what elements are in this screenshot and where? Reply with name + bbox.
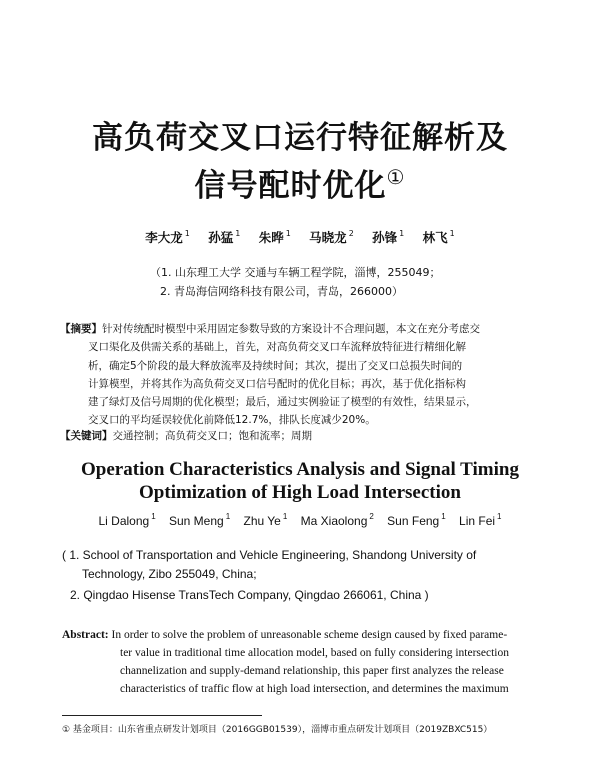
author-en: Sun Meng $^1$ (168, 512, 231, 528)
chinese-author-list (0, 228, 600, 246)
author-zh: 李大龙 $^1$ (145, 229, 190, 245)
chinese-keywords-label: 【关键词】 (60, 430, 113, 442)
funding-footnote: ① 基金项目：山东省重点研发计划项目（2016GGB01539），淄博市重点研发计划项目（2019ZBXC515） (62, 725, 493, 735)
abstract-line: 交叉口的平均延误较优化前降低12.7%，排队长度减少20%。 (88, 414, 376, 427)
chinese-title-line-2 (0, 160, 600, 205)
chinese-abstract-label: 【摘要】 (60, 323, 102, 335)
english-abstract (62, 626, 542, 698)
abstract-line: 针对传统配时模型中采用固定参数导致的方案设计不合理问题，本文在充分考虑交 (102, 323, 480, 335)
english-title-line-1: Operation Characteristics Analysis and Signal Timing (81, 459, 519, 480)
chinese-abstract (60, 320, 546, 430)
author-zh: 孙猛 $^1$ (208, 229, 241, 245)
english-author-list (0, 512, 600, 528)
abstract-line: channelization and supply-demand relationship, this paper first analyzes the release (120, 665, 504, 677)
english-title-line-2: Optimization of High Load Intersection (139, 482, 461, 503)
author-en: Sun Feng $^1$ (387, 512, 446, 528)
author-zh: 林飞 $^1$ (422, 229, 455, 245)
abstract-line: In order to solve the problem of unreasonable scheme design caused by fixed parame- (111, 629, 508, 641)
chinese-affiliation-2: 2. 青岛海信网络科技有限公司，青岛，266000） (160, 285, 403, 298)
english-affiliation-1: ( 1. School of Transportation and Vehicle Engineering, Shandong University of (62, 548, 477, 562)
abstract-line: characteristics of traffic flow at high load intersection, and determines the maximum (120, 683, 509, 695)
author-zh: 马晓龙 $^2$ (309, 229, 354, 245)
author-en: Zhu Ye $^1$ (243, 512, 288, 528)
author-en: Ma Xiaolong $^2$ (300, 512, 374, 528)
chinese-keywords (60, 428, 312, 443)
chinese-affiliation-1: （1. 山东理工大学 交通与车辆工程学院，淄博，255049； (150, 266, 441, 279)
abstract-line: 叉口渠化及供需关系的基础上，首先，对高负荷交叉口车流释放特征进行精细化解 (88, 341, 466, 354)
abstract-line: 计算模型，并将其作为高负荷交叉口信号配时的优化目标；再次，基于优化指标构 (88, 377, 466, 390)
author-en: Lin Fei $^1$ (459, 512, 502, 528)
chinese-title-line-2-text: 信号配时优化 (194, 168, 387, 204)
author-zh: 朱晔 $^1$ (258, 229, 291, 245)
footnote-divider (62, 715, 262, 716)
abstract-line: 析，确定5个阶段的最大释放流率及持续时间；其次，提出了交叉口总损失时间的 (88, 359, 463, 372)
abstract-line: ter value in traditional time allocation model, based on fully considering intersection (120, 647, 509, 659)
title-footnote-marker: ① (386, 165, 406, 189)
abstract-line: 建了绿灯及信号周期的优化模型；最后，通过实例验证了模型的有效性，结果显示， (88, 396, 477, 409)
author-en: Li Dalong $^1$ (98, 512, 156, 528)
english-affiliation-1-cont: Technology, Zibo 255049, China; (82, 567, 257, 581)
english-affiliation-2: 2. Qingdao Hisense TransTech Company, Qingdao 266061, China ) (70, 588, 429, 602)
chinese-keywords-text: 交通控制；高负荷交叉口；饱和流率；周期 (112, 430, 312, 442)
english-abstract-label: Abstract: (62, 629, 109, 641)
chinese-title-line-1: 高负荷交叉口运行特征解析及 (92, 120, 508, 156)
author-zh: 孙锋 $^1$ (372, 229, 405, 245)
